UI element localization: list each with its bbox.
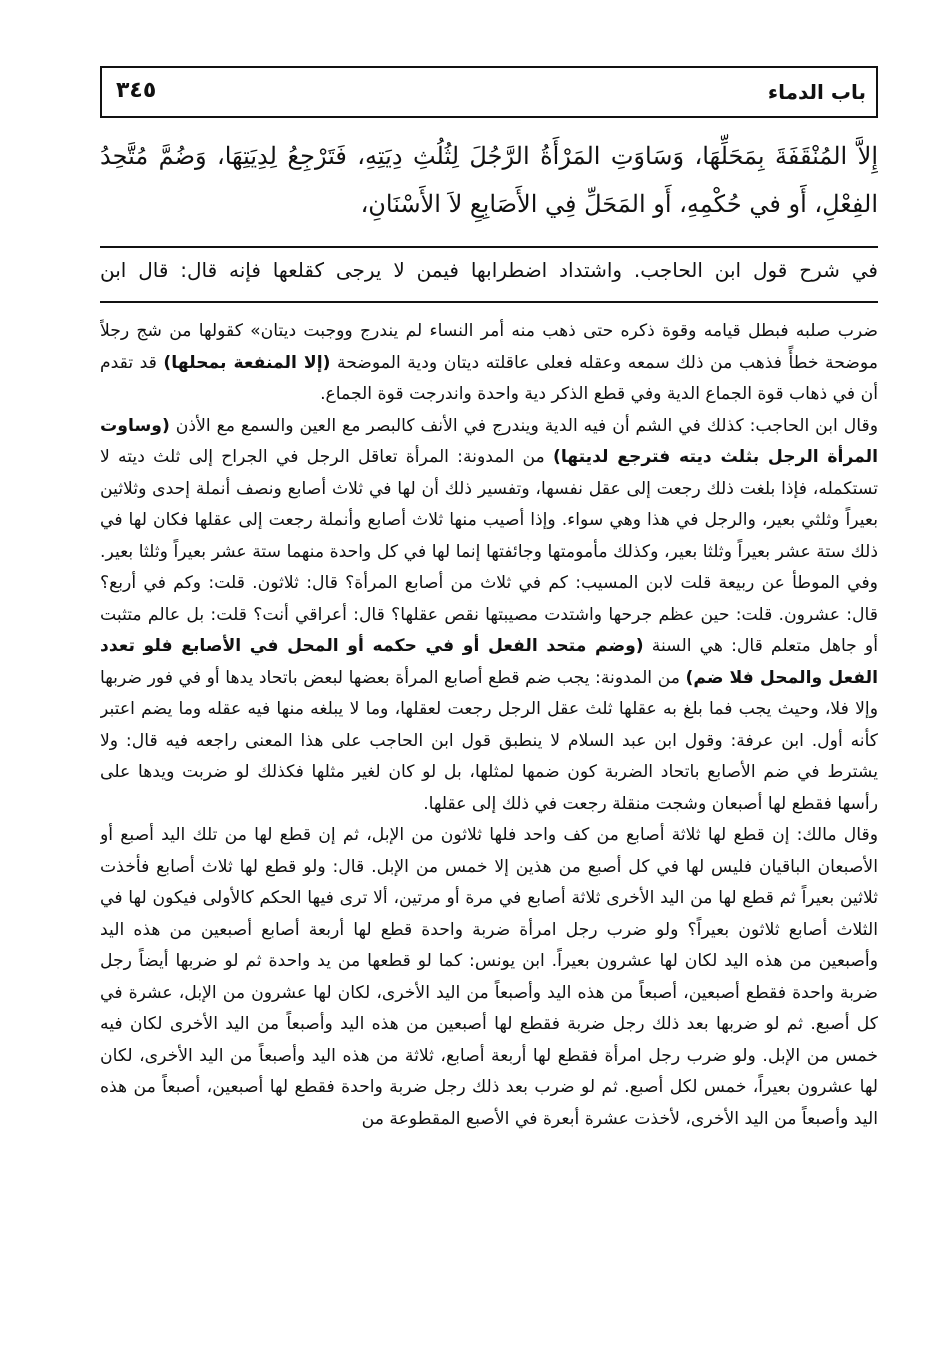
commentary-text: من المدونة: يجب ضم قطع أصابع المرأة بعضها لبعض باتحاد يدها أو في فور ضربها وإلا فلا، وحيث يجب فما بلغ به عقلها ثلث عقل الرجل رجعت لعقلها، وما لا يبلغه منها فيه عقله وما يضم اعتبر كأنه أول. ابن عرفة: وقول ابن عبد السلام لا ينطبق قول ابن الحاجب على هذا المعنى راجعه فيه قال: ولا يشترط في ضم الأصابع باتحاد الضربة كون ضمها لمثلها، بل لو كان لغير مثلها فكذلك لو ضربت ويدها على رأسها فقطع لها أصبعان وشجت منقلة رجعت في ذلك إلى عقلها. xyxy=(100,667,878,814)
commentary-text: ضرب صلبه فبطل قيامه وقوة ذكره حتى ذهب منه أمر النساء لم يندرج ووجبت ديتان» كقولها من شج رجلاً موضحة خطأً فذهب من ذلك سمعه وعقله فعلى عاقلته ديتان ودية الموضحة xyxy=(100,321,878,373)
commentary xyxy=(100,316,878,1326)
commentary-paragraph xyxy=(100,820,878,1135)
divider-top xyxy=(100,246,878,248)
divider-bottom xyxy=(100,301,878,303)
carryover-footnote xyxy=(100,250,878,296)
main-text-body: إِلاَّ المُنْقَفَةَ بِمَحَلِّهَا، وَسَاوَتِ المَرْأَةُ الرَّجُلَ لِثُلُثِ دِيَتِهِ، فَتَرْجِعُ لِدِيَتِهَا، وَضُمَّ مُتَّحِدُ الفِعْلِ، أَو في حُكْمِهِ، أَو المَحَلِّ فِي الأَصَابِعِ لاَ الأَسْنَانِ، xyxy=(100,142,878,218)
quoted-matn: (إلا المنفعة بمحلها) xyxy=(163,352,331,373)
commentary-text: قد تقدم أن في ذهاب قوة الجماع الدية وفي قطع الذكر دية واحدة واندرجت قوة الجماع. xyxy=(100,352,878,404)
page-number: ٣٤٥ xyxy=(116,78,157,103)
commentary-text: من المدونة: المرأة تعاقل الرجل في الجراح إلى ثلث ديته لا تستكمله، فإذا بلغت ذلك رجعت إلى عقل نفسها، وتفسير ذلك أن لها في ثلاث أصابع ونصف أنملة إحدى وثلاثين بعيراً وثلثي بعير، والرجل في هذا وهي سواء. وإذا أصيب منها ثلاث أصابع وأنملة رجعت إلى عقلها فكان لها في ذلك ستة عشر بعيراً وثلثا بعير، وكذلك مأمومتها وجائفتها إنما لها في كل واحدة منهما ستة عشر بعيراً وثلثا بعير. وفي الموطأ عن ربيعة قلت لابن المسيب: كم في ثلاث من أصابع المرأة؟ قال: ثلاثون. قلت: وكم في أربع؟ قال: عشرون. قلت: حين عظم جرحها واشتدت مصيبتها نقص عقلها؟ قال: أعراقي أنت؟ قلت: بل عالم متثبت أو جاهل متعلم قال: هي السنة xyxy=(100,447,878,656)
commentary-text: وقال ابن الحاجب: كذلك في الشم أن فيه الدية ويندرج في الأنف كالبصر مع العين والسمع مع الأذن xyxy=(169,415,878,436)
commentary-text: وقال مالك: إن قطع لها ثلاثة أصابع من كف واحد فلها ثلاثون من الإبل، ثم إن قطع لها من تلك اليد أصبع أو الأصبعان الباقيان فليس لها في كل أصبع من هذين إلا خمس من الإبل. قال: ولو قطع لها ثلاث أصابع فأخذت ثلاثين بعيراً ثم قطع لها من اليد الأخرى ثلاثة أصابع في مرة أو مرتين، ألا ترى فيها الحكم كالأولى فيكون لها في الثلاث أصابع ثلاثون بعيراً؟ ولو ضرب رجل امرأة ضربة واحدة قطع لها أربعة أصابع أصبعين من هذه اليد وأصبعين من هذه اليد لكان لها عشرون بعيراً. ابن يونس: كما لو قطعها من يد واحدة ثم لو ضربها أيضاً رجل ضربة واحدة فقطع أصبعين، أصبعاً من هذه اليد وأصبعاً من اليد الأخرى، لكان لها عشرون من الإبل، عشرة في كل أصبع. ثم لو ضربها بعد ذلك رجل ضربة فقطع لها أصبعين من هذه اليد وأصبعاً من اليد الأخرى لكان فيه خمس من الإبل. ولو ضرب رجل امرأة فقطع لها أربعة أصابع، ثلاثة من هذه اليد وأصبعاً من اليد الأخرى، لكان لها عشرون بعيراً، خمس لكل أصبع. ثم لو ضرب بعد ذلك رجل ضربة واحدة فقطع لها أصبعين، أصبعاً من هذه اليد وأصبعاً من اليد الأخرى، لأخذت عشرة أبعرة في الأصبع المقطوعة من xyxy=(100,825,878,1129)
page-header xyxy=(100,66,878,118)
quoted-matn: (وضم متحد الفعل أو في حكمه أو المحل في الأصابع فلو تعدد الفعل والمحل فلا ضم) xyxy=(100,636,878,688)
commentary-paragraph xyxy=(100,316,878,411)
main-text xyxy=(100,132,878,240)
carryover-text: في شرح قول ابن الحاجب. واشتداد اضطرابها فيمن لا يرجى كقلعها فإنه قال: قال ابن xyxy=(100,258,878,282)
quoted-matn: (وساوت المرأة الرجل بثلث ديته فترجع لديتها) xyxy=(100,415,878,467)
chapter-title: باب الدماء xyxy=(767,80,866,104)
commentary-paragraph xyxy=(100,411,878,821)
